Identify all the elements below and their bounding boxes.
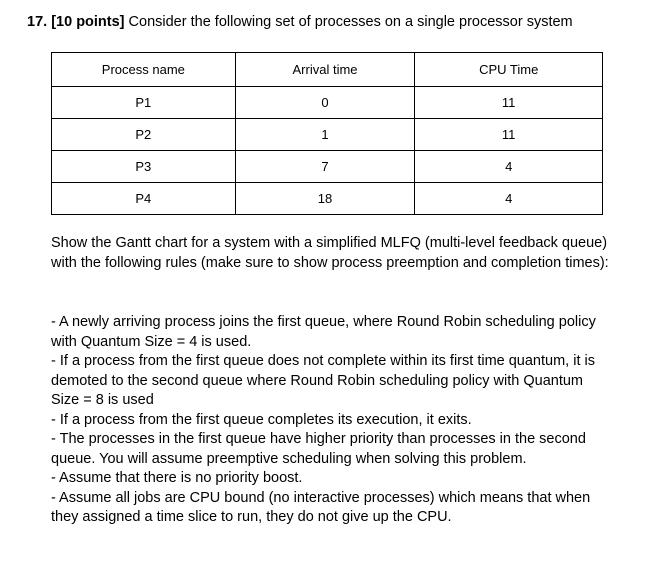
- cell-process-name: P3: [52, 151, 236, 183]
- question-number: 17.: [27, 14, 48, 30]
- process-table: [51, 52, 603, 215]
- rule-item: - If a process from the first queue completes its execution, it exits.: [51, 411, 472, 428]
- cell-arrival-time: 7: [235, 151, 415, 183]
- table-row: [52, 119, 603, 151]
- header-process-name: Process name: [52, 53, 236, 87]
- cell-cpu-time: 11: [415, 119, 603, 151]
- question-prompt: Consider the following set of processes on a single processor system: [128, 14, 573, 30]
- table-row: [52, 87, 603, 119]
- cell-cpu-time: 11: [415, 87, 603, 119]
- rules-list: [51, 313, 611, 528]
- table-row: [52, 183, 603, 215]
- cell-process-name: P1: [52, 87, 236, 119]
- table-row: [52, 151, 603, 183]
- cell-cpu-time: 4: [415, 183, 603, 215]
- cell-process-name: P2: [52, 119, 236, 151]
- cell-arrival-time: 0: [235, 87, 415, 119]
- cell-cpu-time: 4: [415, 151, 603, 183]
- question-heading: [27, 12, 573, 32]
- cell-arrival-time: 18: [235, 183, 415, 215]
- rule-item: - If a process from the first queue does not complete within its first time quantum, it is demoted to the second queue where Round Robin scheduling policy with Quantum Size = 8 is used: [51, 353, 595, 408]
- rule-item: - Assume that there is no priority boost.: [51, 470, 303, 486]
- header-arrival-time: Arrival time: [235, 53, 415, 87]
- rule-item: - The processes in the first queue have higher priority than processes in the second queue. You will assume preemptive scheduling when solving this problem.: [51, 431, 586, 467]
- table-header-row: [52, 53, 603, 87]
- cell-arrival-time: 1: [235, 119, 415, 151]
- rule-item: - Assume all jobs are CPU bound (no interactive processes) which means that when they assigned a time slice to run, they do not give up the CPU.: [51, 489, 591, 525]
- gantt-instructions: Show the Gantt chart for a system with a simplified MLFQ (multi-level feedback queue) with the following rules (make sure to show process preemption and completion times):: [51, 235, 609, 271]
- cell-process-name: P4: [52, 183, 236, 215]
- header-cpu-time: CPU Time: [415, 53, 603, 87]
- rule-item: - A newly arriving process joins the first queue, where Round Robin scheduling policy with Quantum Size = 4 is used.: [51, 314, 596, 350]
- question-points: [10 points]: [51, 14, 125, 30]
